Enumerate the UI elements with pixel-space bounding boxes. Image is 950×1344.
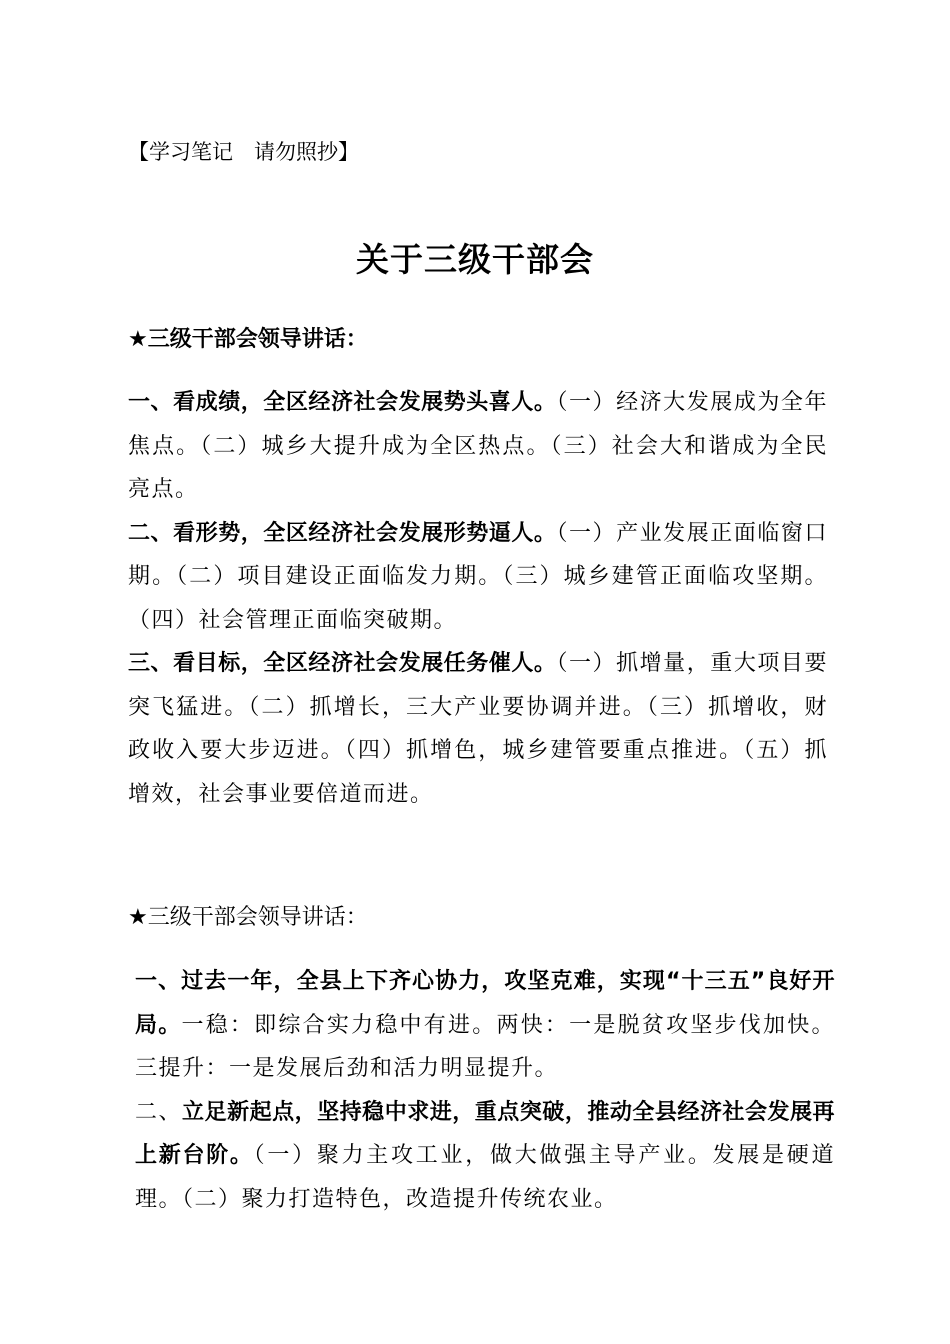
paragraph-prefix: 二、	[135, 1099, 183, 1125]
paragraph-body: （一）经济大发展成为全年焦点。（二）城乡大提升成为全区热点。（三）社会大和谐成为全民亮点。	[128, 390, 828, 502]
paragraph-body: （一）抓增量，重大项目要突飞猛进。（二）抓增长，三大产业要协调并进。（三）抓增收，财政收入要大步迈进。（四）抓增色，城乡建管要重点推进。（五）抓增效，社会事业要倍道而进。	[128, 651, 828, 807]
paragraph-body: （一）产业发展正面临窗口期。（二）项目建设正面临发力期。（三）城乡建管正面临攻坚期。（四）社会管理正面临突破期。	[128, 520, 828, 633]
paragraph-lead: 三、看目标，全区经济社会发展任务催人。	[128, 651, 557, 676]
section-1-heading: ★三级干部会领导讲话：	[128, 327, 368, 352]
section-2-paragraph-2	[135, 1091, 835, 1222]
section-1-paragraph-2	[128, 512, 828, 643]
section-2-body	[135, 960, 835, 1221]
section-2-heading: ★三级干部会领导讲话：	[128, 905, 368, 930]
section-1-paragraph-1	[128, 381, 828, 512]
paragraph-body: （一）聚力主攻工业，做大做强主导产业。发展是硬道理。（二）聚力打造特色，改造提升传统农业。	[135, 1143, 835, 1212]
section-2-paragraph-1	[135, 960, 835, 1091]
section-1-paragraph-3	[128, 642, 828, 816]
paragraph-lead: 一、过去一年，全县上下齐心协力，攻坚克难，实现“十三五”良好开局。	[135, 969, 835, 1038]
paragraph-lead: 二、看形势，全区经济社会发展形势逼人。	[128, 520, 557, 546]
document-title: 关于三级干部会	[356, 240, 594, 279]
section-1-body	[128, 381, 828, 816]
paragraph-body: 一稳：即综合实力稳中有进。两快：一是脱贫攻坚步伐加快。三提升：一是发展后劲和活力明显提升。	[135, 1012, 835, 1081]
paragraph-lead: 立足新起点，坚持稳中求进，重点突破，推动全县经济社会发展再上新台阶。	[135, 1099, 835, 1168]
paragraph-lead: 一、看成绩，全区经济社会发展势头喜人。	[128, 390, 557, 415]
study-note-label: 【学习笔记 请勿照抄】	[128, 140, 359, 164]
